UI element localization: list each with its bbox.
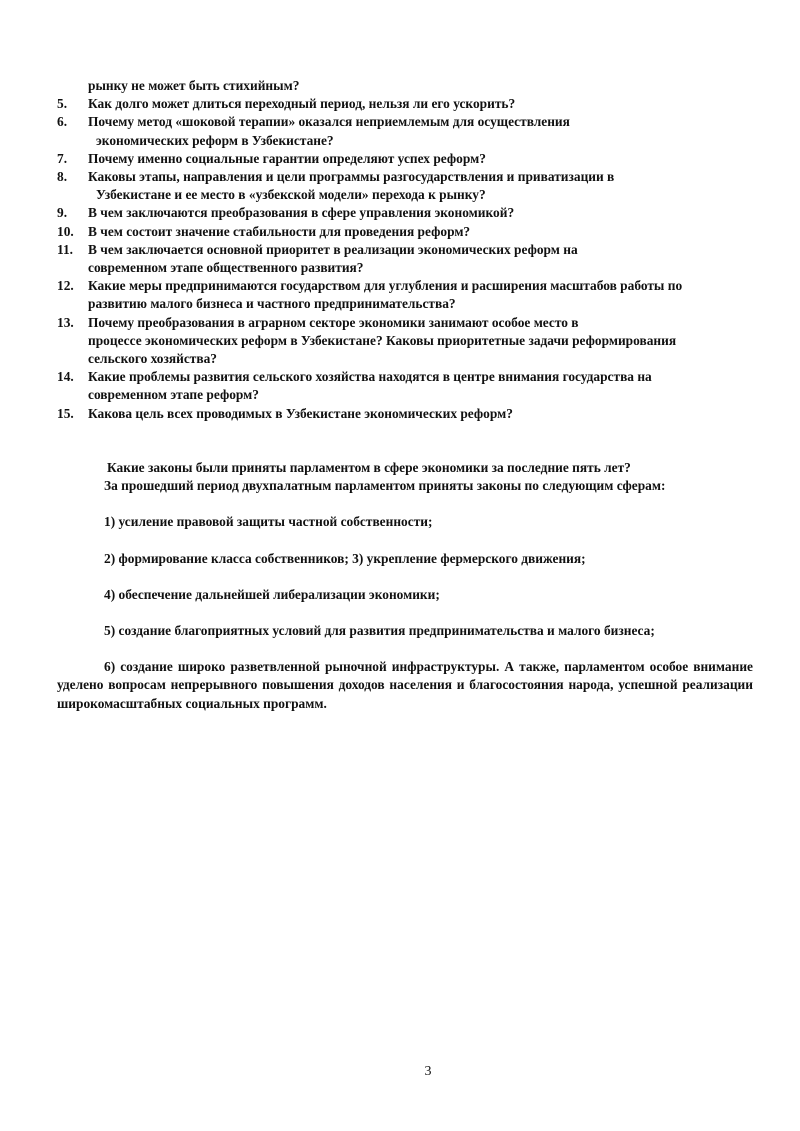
question-text: Почему именно социальные гарантии определяют успех реформ? [88,150,486,166]
question-number: 11. [57,241,73,257]
question-number: 6. [57,114,68,130]
question-text: В чем заключаются преобразования в сфере управления экономикой? [88,205,515,221]
question-text: Каковы этапы, направления и цели программы разгосударствления и приватизации в [88,169,615,185]
question-list [57,77,757,423]
question-item [57,314,757,369]
answer-item: 1) усиление правовой защиты частной собственности; [104,514,433,530]
question-item [57,95,757,113]
question-number: 9. [57,205,68,221]
question-text: современном этапе общественного развития? [88,260,364,276]
answer-item: 2) формирование класса собственников; 3) укрепление фермерского движения; [104,550,586,566]
question-text: сельского хозяйства? [88,351,217,367]
answer-intro: За прошедший период двухпалатным парламентом приняты законы по следующим сферам: [104,478,666,494]
question-item [57,168,757,204]
answer-item: 6) создание широко разветвленной рыночной инфраструктуры. А также, парламентом особое внимание уделено вопросам непрерывного повышения доходов населения и благосостояния народа, успешной реализации широкомасштабных социальных программ. [57,659,753,711]
question-number: 8. [57,169,68,185]
question-text: Какова цель всех проводимых в Узбекистане экономических реформ? [88,405,513,421]
question-item [57,204,757,222]
question-text: Узбекистане и ее место в «узбекской модели» перехода к рынку? [96,187,486,203]
question-text: Почему метод «шоковой терапии» оказался неприемлемым для осуществления [88,114,570,130]
question-item [57,405,757,423]
answer-item: 4) обеспечение дальнейшей либерализации экономики; [104,586,440,602]
question-item [57,113,757,149]
question-text: развитию малого бизнеса и частного предпринимательства? [88,296,456,312]
answer-section [57,459,753,713]
question-text: Какие проблемы развития сельского хозяйства находятся в центре внимания государства на [88,369,652,385]
question-number: 15. [57,405,74,421]
question-text: Как долго может длиться переходный период, нельзя ли его ускорить? [88,96,516,112]
question-item [57,277,757,313]
question-number: 10. [57,223,74,239]
question-item [57,368,757,404]
question-number: 7. [57,150,68,166]
question-text: экономических реформ в Узбекистане? [96,132,334,148]
answer-heading: Какие законы были приняты парламентом в сфере экономики за последние пять лет? [107,460,631,475]
question-item [57,223,757,241]
question-text: процессе экономических реформ в Узбекистане? Каковы приоритетные задачи реформирования [88,332,677,348]
question-continuation: рынку не может быть стихийным? [88,78,300,93]
question-item [57,150,757,168]
question-text: В чем заключается основной приоритет в реализации экономических реформ на [88,241,578,257]
question-number: 12. [57,278,74,294]
question-item [57,241,757,277]
question-text: Какие меры предпринимаются государством для углубления и расширения масштабов работы по [88,278,683,294]
question-number: 14. [57,369,74,385]
question-number: 13. [57,314,74,330]
question-text: Почему преобразования в аграрном секторе экономики занимают особое место в [88,314,579,330]
answer-item: 5) создание благоприятных условий для развития предпринимательства и малого бизнеса; [104,623,655,639]
question-text: современном этапе реформ? [88,387,259,403]
page-number: 3 [424,1064,432,1079]
question-number: 5. [57,96,68,112]
question-text: В чем состоит значение стабильности для проведения реформ? [88,223,471,239]
